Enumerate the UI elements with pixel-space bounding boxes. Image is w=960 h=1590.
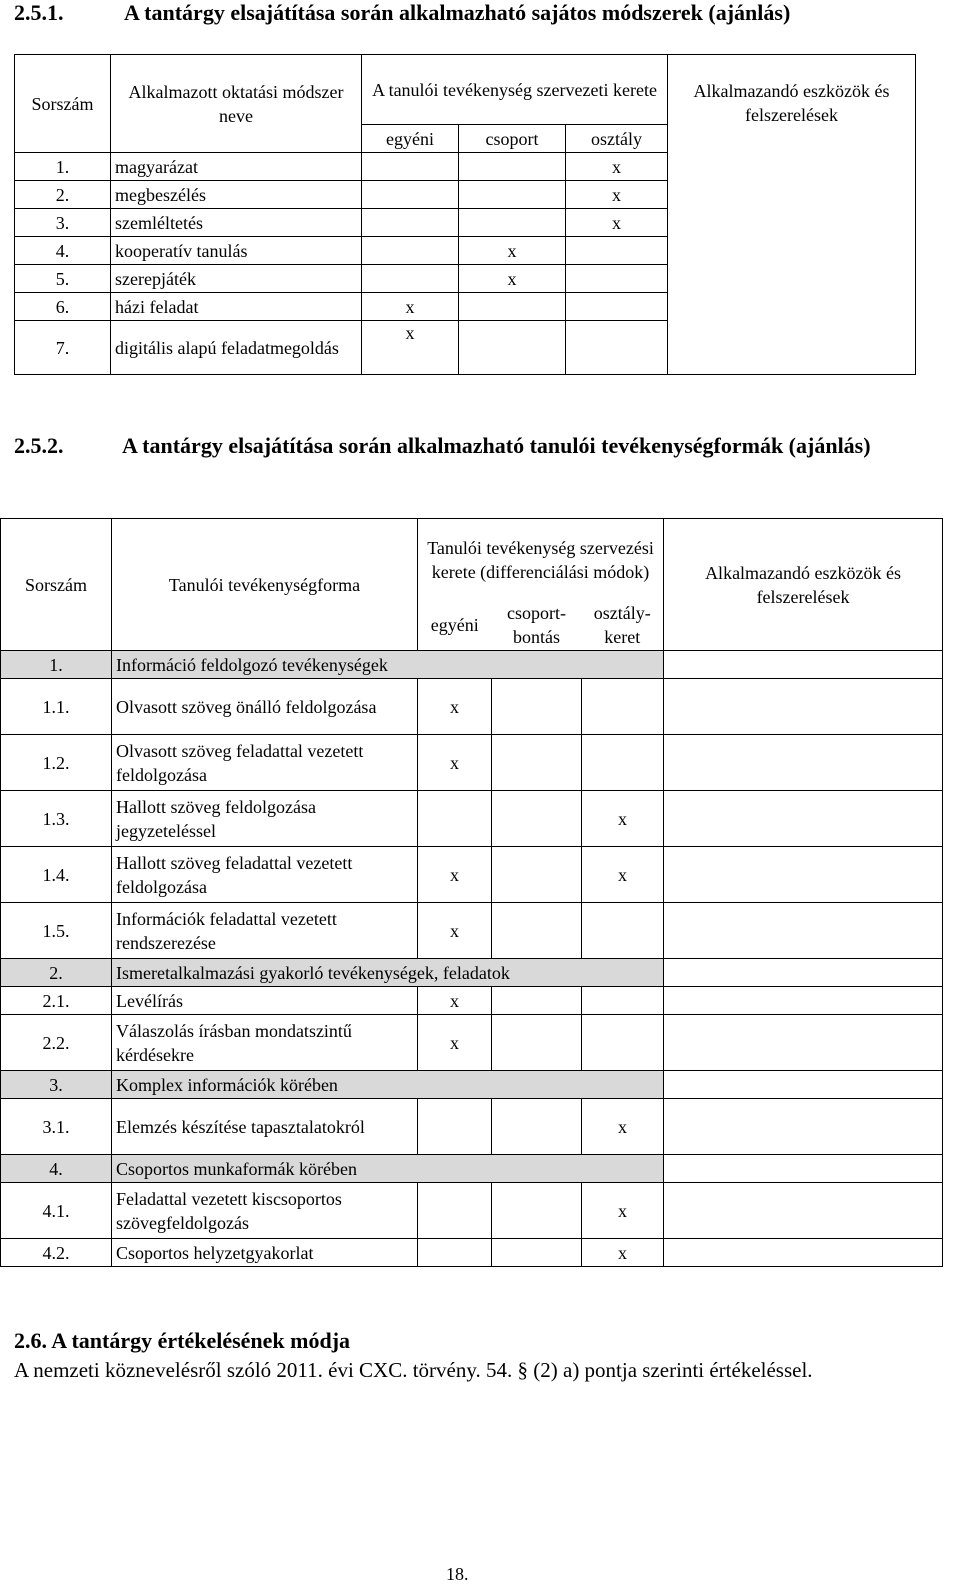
row-number: 7. <box>15 321 111 375</box>
row-activity: Válaszolás írásban mondatszintű kérdésekre <box>112 1015 418 1071</box>
group-number: 4. <box>1 1155 112 1183</box>
row-number: 1.3. <box>1 791 112 847</box>
tools-cell <box>664 735 943 791</box>
cell-egyeni: x <box>418 679 492 735</box>
table-row <box>1 1099 943 1155</box>
table-group-row <box>1 1071 943 1099</box>
cell-osztalykeret <box>582 1015 664 1071</box>
tools-cell <box>664 1015 943 1071</box>
table-group-row <box>1 651 943 679</box>
header-tools: Alkalmazandó eszközök és felszerelések <box>668 55 916 375</box>
cell-osztalykeret <box>582 679 664 735</box>
cell-osztalykeret: x <box>582 1099 664 1155</box>
row-number: 2. <box>15 181 111 209</box>
cell-csoport <box>459 321 566 375</box>
cell-csoportbontas <box>492 847 582 903</box>
tools-cell <box>664 679 943 735</box>
cell-csoport <box>459 153 566 181</box>
row-number: 1.2. <box>1 735 112 791</box>
group-title: Komplex információk körében <box>112 1071 664 1099</box>
header-method-name: Alkalmazott oktatási módszer neve <box>111 55 362 153</box>
row-method: házi feladat <box>111 293 362 321</box>
row-number: 3.1. <box>1 1099 112 1155</box>
tools-cell <box>664 987 943 1015</box>
tools-cell <box>664 1239 943 1267</box>
cell-csoport: x <box>459 237 566 265</box>
cell-csoport: x <box>459 265 566 293</box>
heading-number: 2.5.2. <box>14 433 64 458</box>
tools-cell <box>664 791 943 847</box>
cell-egyeni <box>418 1183 492 1239</box>
row-activity: Hallott szöveg feladattal vezetett feldolgozása <box>112 847 418 903</box>
tools-cell <box>664 847 943 903</box>
section-heading-2-5-1 <box>14 0 790 26</box>
header-activity-form: Tanulói tevékenységforma <box>112 519 418 651</box>
row-method: magyarázat <box>111 153 362 181</box>
row-number: 1. <box>15 153 111 181</box>
cell-osztaly <box>566 265 668 293</box>
cell-egyeni <box>362 209 459 237</box>
row-method: szerepjáték <box>111 265 362 293</box>
cell-csoportbontas <box>492 1239 582 1267</box>
cell-osztalykeret <box>582 903 664 959</box>
subheader-egyeni: egyéni <box>362 125 459 153</box>
subheader-csoport: csoport <box>459 125 566 153</box>
table-row <box>1 847 943 903</box>
header-tools: Alkalmazandó eszközök és felszerelések <box>664 519 943 651</box>
tools-cell <box>664 651 943 679</box>
row-number: 2.2. <box>1 1015 112 1071</box>
table-group-row <box>1 959 943 987</box>
row-method: digitális alapú feladatmegoldás <box>111 321 362 375</box>
cell-csoportbontas <box>492 735 582 791</box>
header-org-frame: A tanulói tevékenység szervezeti kerete <box>362 55 668 125</box>
table-row <box>1 791 943 847</box>
cell-osztalykeret: x <box>582 791 664 847</box>
row-activity: Feladattal vezetett kiscsoportos szövegfeldolgozás <box>112 1183 418 1239</box>
row-method: szemléltetés <box>111 209 362 237</box>
page-number: 18. <box>446 1564 469 1584</box>
cell-csoportbontas <box>492 1015 582 1071</box>
header-org-frame: Tanulói tevékenység szervezési kerete (differenciálási módok) <box>418 519 664 601</box>
cell-osztaly <box>566 293 668 321</box>
row-number: 4.2. <box>1 1239 112 1267</box>
tools-cell <box>664 1155 943 1183</box>
table-row <box>1 903 943 959</box>
header-sorszam: Sorszám <box>1 519 112 651</box>
heading-text: A tantárgy elsajátítása során alkalmazható sajátos módszerek (ajánlás) <box>124 0 791 25</box>
cell-osztaly: x <box>566 153 668 181</box>
cell-csoportbontas <box>492 679 582 735</box>
table-row <box>1 1183 943 1239</box>
cell-csoport <box>459 181 566 209</box>
cell-egyeni: x <box>362 293 459 321</box>
row-activity: Elemzés készítése tapasztalatokról <box>112 1099 418 1155</box>
cell-osztaly: x <box>566 209 668 237</box>
tools-cell <box>664 1099 943 1155</box>
header-sorszam: Sorszám <box>15 55 111 153</box>
table-row <box>1 735 943 791</box>
evaluation-paragraph: A nemzeti köznevelésről szóló 2011. évi CXC. törvény. 54. § (2) a) pontja szerinti értékeléssel. <box>14 1358 813 1382</box>
group-title: Csoportos munkaformák körében <box>112 1155 664 1183</box>
section-heading-2-5-2 <box>14 432 942 460</box>
tools-cell <box>664 959 943 987</box>
row-number: 1.1. <box>1 679 112 735</box>
cell-csoportbontas <box>492 1183 582 1239</box>
cell-osztaly: x <box>566 181 668 209</box>
subheader-osztalykeret: osztály-keret <box>582 601 664 651</box>
row-number: 1.5. <box>1 903 112 959</box>
cell-egyeni: x <box>418 735 492 791</box>
cell-egyeni <box>362 237 459 265</box>
cell-osztalykeret <box>582 987 664 1015</box>
cell-osztaly <box>566 321 668 375</box>
methods-table <box>14 54 916 375</box>
group-number: 1. <box>1 651 112 679</box>
section-heading-2-6: 2.6. A tantárgy értékelésének módja <box>14 1328 351 1353</box>
table-row <box>1 1015 943 1071</box>
row-number: 1.4. <box>1 847 112 903</box>
cell-egyeni: x <box>418 1015 492 1071</box>
cell-csoportbontas <box>492 791 582 847</box>
row-activity: Csoportos helyzetgyakorlat <box>112 1239 418 1267</box>
row-number: 5. <box>15 265 111 293</box>
tools-cell <box>664 1071 943 1099</box>
cell-csoport <box>459 209 566 237</box>
table-row <box>1 1239 943 1267</box>
group-title: Ismeretalkalmazási gyakorló tevékenységek, feladatok <box>112 959 664 987</box>
cell-osztaly <box>566 237 668 265</box>
cell-egyeni <box>362 265 459 293</box>
cell-csoportbontas <box>492 903 582 959</box>
table-row <box>1 987 943 1015</box>
subheader-egyeni: egyéni <box>418 601 492 651</box>
subheader-csoportbontas: csoport-bontás <box>492 601 582 651</box>
tools-cell <box>664 1183 943 1239</box>
cell-egyeni <box>362 153 459 181</box>
cell-egyeni <box>418 1239 492 1267</box>
row-number: 4.1. <box>1 1183 112 1239</box>
cell-egyeni <box>418 791 492 847</box>
cell-osztalykeret <box>582 735 664 791</box>
tools-cell <box>664 903 943 959</box>
activity-forms-table <box>0 518 943 1267</box>
table-group-row <box>1 1155 943 1183</box>
row-activity: Olvasott szöveg feladattal vezetett feldolgozása <box>112 735 418 791</box>
row-activity: Levélírás <box>112 987 418 1015</box>
cell-csoport <box>459 293 566 321</box>
row-activity: Hallott szöveg feldolgozása jegyzeteléssel <box>112 791 418 847</box>
row-number: 6. <box>15 293 111 321</box>
cell-csoportbontas <box>492 1099 582 1155</box>
heading-text: A tantárgy elsajátítása során alkalmazható tanulói tevékenységformák (ajánlás) <box>122 433 871 458</box>
row-number: 2.1. <box>1 987 112 1015</box>
group-number: 2. <box>1 959 112 987</box>
row-method: kooperatív tanulás <box>111 237 362 265</box>
cell-egyeni: x <box>418 847 492 903</box>
group-number: 3. <box>1 1071 112 1099</box>
table-row <box>1 679 943 735</box>
cell-osztalykeret: x <box>582 1183 664 1239</box>
cell-egyeni: x <box>418 903 492 959</box>
group-title: Információ feldolgozó tevékenységek <box>112 651 664 679</box>
cell-osztalykeret: x <box>582 847 664 903</box>
cell-osztalykeret: x <box>582 1239 664 1267</box>
subheader-osztaly: osztály <box>566 125 668 153</box>
cell-egyeni <box>418 1099 492 1155</box>
row-number: 3. <box>15 209 111 237</box>
cell-egyeni: x <box>362 321 459 375</box>
row-method: megbeszélés <box>111 181 362 209</box>
cell-egyeni: x <box>418 987 492 1015</box>
heading-number: 2.5.1. <box>14 0 64 25</box>
row-number: 4. <box>15 237 111 265</box>
row-activity: Olvasott szöveg önálló feldolgozása <box>112 679 418 735</box>
row-activity: Információk feladattal vezetett rendszerezése <box>112 903 418 959</box>
cell-egyeni <box>362 181 459 209</box>
cell-csoportbontas <box>492 987 582 1015</box>
